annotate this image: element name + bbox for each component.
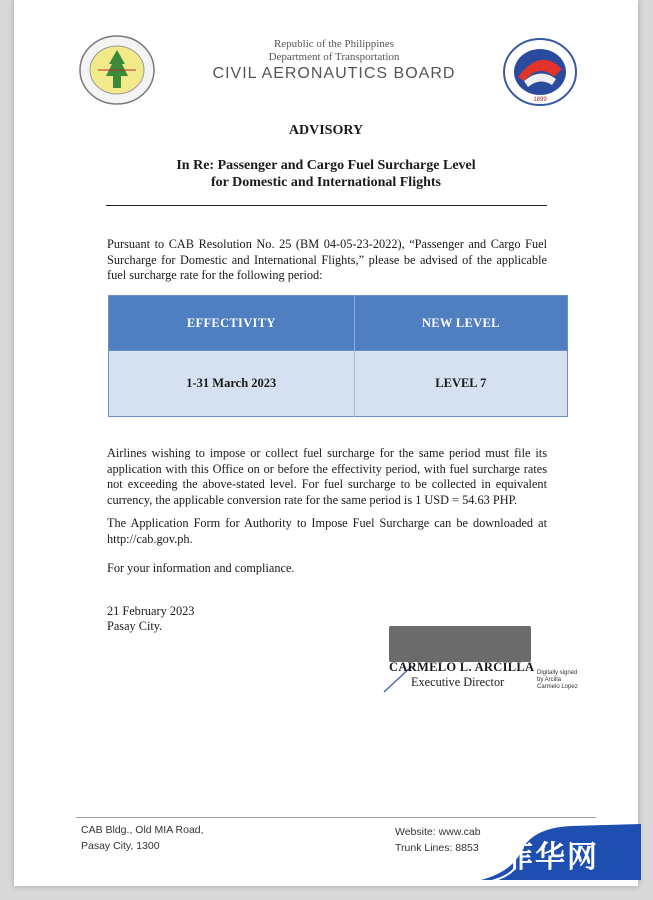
subject-line2: for Domestic and International Flights [211, 175, 441, 190]
title-divider [106, 205, 547, 206]
letterhead-line1: Republic of the Philippines [273, 38, 395, 50]
dotr-seal-icon [502, 37, 578, 107]
table-header-row [109, 296, 568, 351]
table-row [109, 351, 568, 417]
address-line1: CAB Bldg., Old MIA Road, [81, 824, 204, 836]
header-new-level: NEW LEVEL [354, 296, 567, 351]
fuel-surcharge-table [108, 295, 568, 417]
filing-paragraph: Airlines wishing to impose or collect fuel surcharge for the same period must file its application with this Office on or before the effectivity period, with fuel surcharge rates not exceeding the above-stated level. For fuel surcharge to be collected in equivalent currency, the applicable conversion rate for the same period is 1 USD = 54.63 PHP. [107, 446, 547, 507]
letterhead-agency: CIVIL AERONAUTICS BOARD [212, 65, 456, 82]
cab-seal-icon [78, 34, 156, 106]
letterhead-line2: Department of Transportation [268, 51, 400, 63]
intro-paragraph: Pursuant to CAB Resolution No. 25 (BM 04-05-23-2022), “Passenger and Cargo Fuel Surcharge for Domestic and International Flights,” please be advised of the applicable fuel surcharge rate for the following period: [107, 237, 547, 282]
footer-website: Website: www.cab [395, 826, 481, 838]
subject-line1: In Re: Passenger and Cargo Fuel Surcharge Level [176, 158, 476, 173]
digital-signature-note [537, 670, 578, 691]
signatory-name: CARMELO L. ARCILLA [389, 660, 535, 674]
document-page [14, 0, 638, 886]
watermark [481, 822, 641, 886]
letterhead [164, 38, 504, 83]
digital-line2: by Arcilla [537, 677, 562, 683]
redacted-signature [389, 626, 531, 662]
address-line2: Pasay City, 1300 [81, 840, 160, 852]
footer-divider [76, 817, 596, 818]
digital-line3: Carmelo Lopez [537, 684, 578, 690]
issue-place: Pasay City. [107, 619, 163, 633]
header-effectivity: EFFECTIVITY [109, 296, 355, 351]
signatory-title: Executive Director [411, 675, 505, 689]
advisory-title: ADVISORY [288, 123, 364, 138]
download-paragraph: The Application Form for Authority to Impose Fuel Surcharge can be downloaded at http://cab.gov.ph. [107, 516, 547, 546]
watermark-text: 菲华网 [503, 840, 599, 875]
seal-year: 1899 [533, 97, 547, 103]
digital-line1: Digitally signed [537, 670, 578, 676]
issue-date: 21 February 2023 [107, 604, 195, 618]
cell-level: LEVEL 7 [354, 351, 567, 417]
cell-effectivity: 1-31 March 2023 [109, 351, 355, 417]
closing-line: For your information and compliance. [107, 561, 295, 575]
footer-trunk: Trunk Lines: 8853 [395, 842, 479, 854]
footer-address [81, 822, 204, 854]
footer-contact [395, 824, 481, 856]
